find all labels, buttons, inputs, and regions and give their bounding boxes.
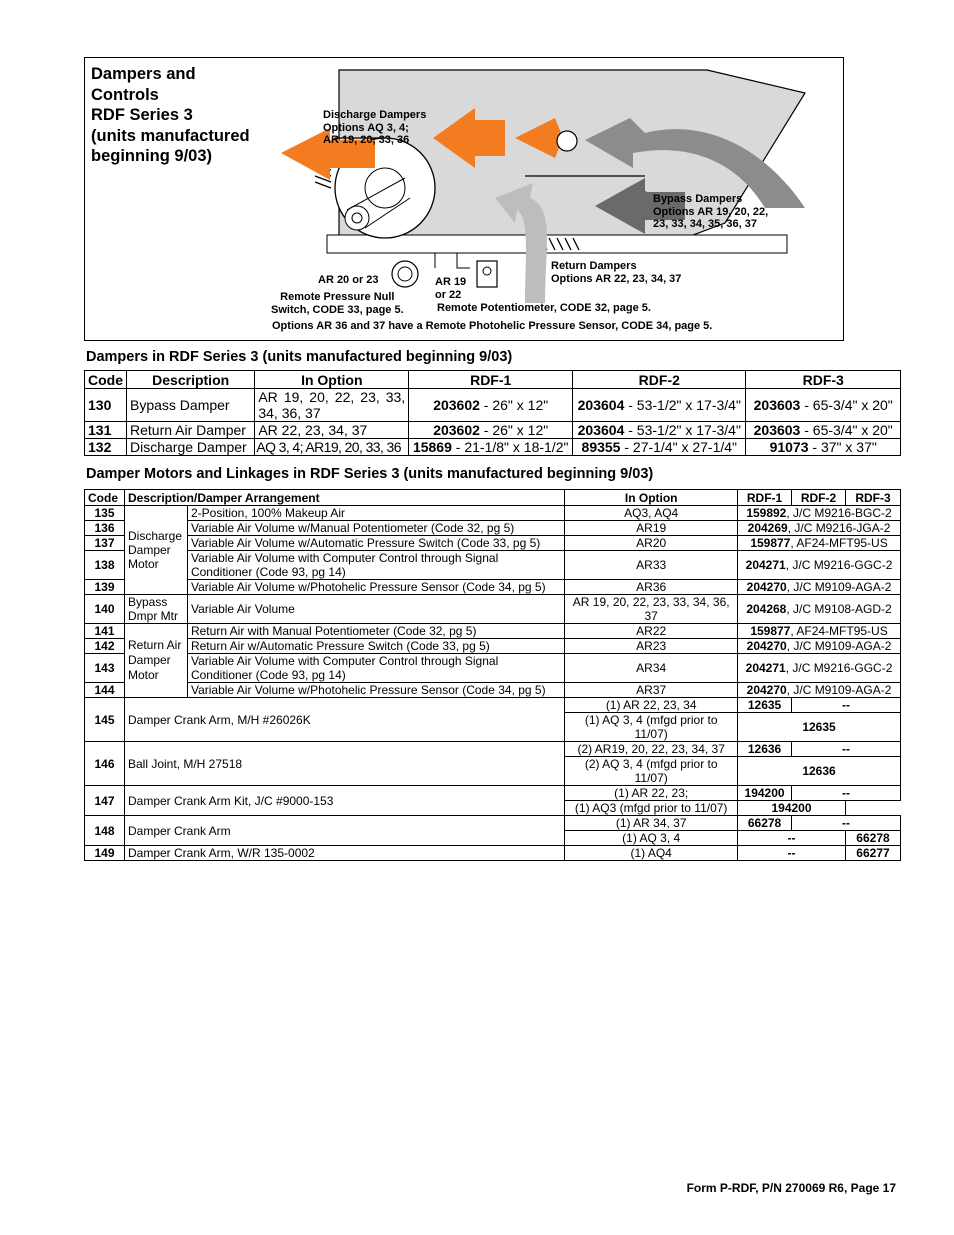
part-cell [738, 654, 901, 683]
part-cell [738, 521, 901, 536]
option-cell: AR23 [565, 639, 738, 654]
rdf3-cell [746, 439, 901, 456]
option-cell: AR 22, 23, 34, 37 [255, 422, 409, 439]
table-row [85, 551, 901, 580]
col-rdf2: RDF-2 [792, 490, 846, 506]
part-number: 203602 [433, 397, 480, 413]
rdf3-cell [746, 422, 901, 439]
desc-cell: Variable Air Volume with Computer Control through Signal Conditioner (Code 93, pg 14) [187, 654, 564, 683]
table2-title: Damper Motors and Linkages in RDF Series 3 (units manufactured beginning 9/03) [86, 466, 654, 482]
rdf1-cell [409, 389, 573, 422]
empty-cell [845, 801, 900, 816]
part-model: , AF24-MFT95-US [790, 624, 888, 638]
label-ar19-22: AR 19 or 22 [435, 276, 467, 301]
desc-cell: Variable Air Volume [187, 595, 564, 624]
group-return-motor: Return Air Damper Motor [124, 624, 187, 698]
rdf3-cell: 66278 [845, 831, 900, 846]
part-number: 204271 [745, 661, 786, 675]
col-in-option: In Option [565, 490, 738, 506]
option-cell: AQ3, AQ4 [565, 506, 738, 521]
table-row [85, 639, 901, 654]
col-in-option: In Option [255, 371, 409, 389]
label-ar20-23: AR 20 or 23 [318, 274, 379, 286]
part-model: , J/C M9216-JGA-2 [787, 521, 891, 535]
part-number: 203604 [577, 422, 625, 438]
all-sizes-cell: 12635 [738, 713, 901, 742]
part-number: 204269 [747, 521, 788, 535]
option-cell: (1) AQ 3, 4 (mfgd prior to 11/07) [565, 713, 738, 742]
desc-cell: Return Air with Manual Potentiometer (Code 32, pg 5) [187, 624, 564, 639]
dimensions: - 53-1/2" x 17-3/4" [624, 397, 741, 413]
code-cell: 141 [85, 624, 125, 639]
part-model: , J/C M9109-AGA-2 [786, 683, 892, 697]
rdf3-cell [746, 389, 901, 422]
all-sizes-cell: 12636 [738, 757, 901, 786]
code-cell: 136 [85, 521, 125, 536]
label-null-switch: Remote Pressure Null Switch, CODE 33, page 5. [271, 291, 404, 316]
rdf2-3-cell: -- [792, 786, 901, 801]
table-row [85, 698, 901, 713]
group-bypass-motor: Bypass Dmpr Mtr [124, 595, 187, 624]
rdf1-cell [409, 422, 573, 439]
desc-cell: Variable Air Volume w/Photohelic Pressure Sensor (Code 34, pg 5) [187, 683, 564, 698]
code-cell: 149 [85, 846, 125, 861]
desc-cell: Damper Crank Arm [124, 816, 564, 846]
col-description: Description [127, 371, 255, 389]
option-cell: AR36 [565, 580, 738, 595]
code-cell: 147 [85, 786, 125, 816]
rdf2-3-cell: -- [792, 742, 901, 757]
desc-cell: Variable Air Volume with Computer Control through Signal Conditioner (Code 93, pg 14) [187, 551, 564, 580]
part-model: , J/C M9109-AGA-2 [786, 580, 892, 594]
table-row [85, 521, 901, 536]
rdf1-2-cell: 194200 [738, 801, 846, 816]
table-row [85, 654, 901, 683]
part-number: 159877 [750, 536, 791, 550]
dimensions: - 26" x 12" [479, 422, 549, 438]
option-cell: (1) AQ3 (mfgd prior to 11/07) [565, 801, 738, 816]
desc-cell: Return Air w/Automatic Pressure Switch (Code 33, pg 5) [187, 639, 564, 654]
col-rdf1: RDF-1 [738, 490, 792, 506]
table-row [85, 389, 901, 422]
rdf1-2-cell: -- [738, 846, 846, 861]
desc-cell: Damper Crank Arm Kit, J/C #9000-153 [124, 786, 564, 816]
col-rdf3: RDF-3 [845, 490, 900, 506]
part-number: 203603 [753, 422, 801, 438]
desc-cell: Ball Joint, M/H 27518 [124, 742, 564, 786]
part-number: 204270 [746, 580, 787, 594]
label-photohelic: Options AR 36 and 37 have a Remote Photohelic Pressure Sensor, CODE 34, page 5. [272, 320, 713, 332]
code-cell: 140 [85, 595, 125, 624]
desc-cell: Discharge Damper [127, 439, 255, 456]
desc-cell: 2-Position, 100% Makeup Air [187, 506, 564, 521]
dimensions: - 65-3/4" x 20" [800, 422, 893, 438]
dimensions: - 26" x 12" [479, 397, 549, 413]
desc-cell: Variable Air Volume w/Automatic Pressure Switch (Code 33, pg 5) [187, 536, 564, 551]
code-cell: 135 [85, 506, 125, 521]
table-row [85, 580, 901, 595]
part-model: , J/C M9216-BGC-2 [786, 506, 892, 520]
col-rdf3: RDF-3 [746, 371, 901, 389]
code-cell: 142 [85, 639, 125, 654]
part-cell [738, 580, 901, 595]
option-cell: AR20 [565, 536, 738, 551]
rdf1-cell [409, 439, 573, 456]
dimensions: - 27-1/4" x 27-1/4" [620, 439, 738, 455]
part-cell [738, 595, 901, 624]
part-cell [738, 536, 901, 551]
part-cell [738, 683, 901, 698]
part-model: , J/C M9216-GGC-2 [785, 661, 893, 675]
part-number: 203603 [753, 397, 801, 413]
option-cell: (1) AR 34, 37 [565, 816, 738, 831]
rdf3-cell: 66277 [845, 846, 900, 861]
rdf2-cell [573, 422, 746, 439]
part-number: 159877 [750, 624, 791, 638]
code-cell: 137 [85, 536, 125, 551]
option-cell: AR34 [565, 654, 738, 683]
part-number: 204268 [746, 602, 787, 616]
table-row [85, 595, 901, 624]
part-number: 159892 [746, 506, 787, 520]
col-rdf1: RDF-1 [409, 371, 573, 389]
option-cell: (1) AR 22, 23; [565, 786, 738, 801]
desc-cell: Variable Air Volume w/Manual Potentiometer (Code 32, pg 5) [187, 521, 564, 536]
part-number: 204270 [746, 683, 787, 697]
dimensions: - 65-3/4" x 20" [800, 397, 893, 413]
code-cell: 145 [85, 698, 125, 742]
desc-cell: Damper Crank Arm, W/R 135-0002 [124, 846, 564, 861]
dimensions: - 21-1/8" x 18-1/2" [451, 439, 569, 455]
part-number: 204271 [745, 558, 786, 572]
table-row [85, 439, 901, 456]
table-row [85, 846, 901, 861]
desc-cell: Variable Air Volume w/Photohelic Pressure Sensor (Code 34, pg 5) [187, 580, 564, 595]
part-number: 203602 [433, 422, 480, 438]
option-cell: (2) AQ 3, 4 (mfgd prior to 11/07) [565, 757, 738, 786]
table1-title: Dampers in RDF Series 3 (units manufactured beginning 9/03) [86, 349, 513, 365]
part-cell [738, 551, 901, 580]
code-cell: 138 [85, 551, 125, 580]
rdf2-cell [573, 389, 746, 422]
option-cell: (1) AQ4 [565, 846, 738, 861]
rdf1-cell: 66278 [738, 816, 792, 831]
table-header-row [85, 371, 901, 389]
label-bypass-dampers: Bypass Dampers Options AR 19, 20, 22, 23, 33, 34, 35, 36, 37 [653, 193, 769, 230]
part-number: 91073 [769, 439, 809, 455]
option-cell: (1) AQ 3, 4 [565, 831, 738, 846]
part-cell [738, 624, 901, 639]
table-row [85, 536, 901, 551]
part-cell [738, 506, 901, 521]
code-cell: 139 [85, 580, 125, 595]
code-cell: 143 [85, 654, 125, 683]
part-cell [738, 639, 901, 654]
rdf2-3-cell: -- [792, 698, 901, 713]
page-footer: Form P-RDF, P/N 270069 R6, Page 17 [686, 1181, 896, 1195]
table-row [85, 742, 901, 757]
table-row [85, 786, 901, 801]
option-cell: AR19 [565, 521, 738, 536]
rdf1-cell: 194200 [738, 786, 792, 801]
table-row [85, 422, 901, 439]
option-cell: AR 19, 20, 22, 23, 33, 34, 36, 37 [565, 595, 738, 624]
motors-linkages-table [84, 489, 901, 861]
option-cell: AR37 [565, 683, 738, 698]
rdf1-2-cell: -- [738, 831, 846, 846]
part-model: , AF24-MFT95-US [790, 536, 888, 550]
table-row [85, 624, 901, 639]
part-model: , J/C M9108-AGD-2 [786, 602, 892, 616]
part-number: 15869 [412, 439, 452, 455]
part-model: , J/C M9109-AGA-2 [786, 639, 892, 653]
rdf2-cell [573, 439, 746, 456]
part-number: 204270 [746, 639, 787, 653]
option-cell: AQ 3, 4; AR19, 20, 33, 36 [255, 439, 409, 456]
part-model: , J/C M9216-GGC-2 [785, 558, 893, 572]
table-row [85, 683, 901, 698]
code-cell: 131 [85, 422, 127, 439]
option-cell: (2) AR19, 20, 22, 23, 34, 37 [565, 742, 738, 757]
col-code: Code [85, 490, 125, 506]
option-cell: AR 19, 20, 22, 23, 33, 34, 36, 37 [255, 389, 409, 422]
col-code: Code [85, 371, 127, 389]
rdf1-cell: 12636 [738, 742, 792, 757]
col-rdf2: RDF-2 [573, 371, 746, 389]
desc-cell: Damper Crank Arm, M/H #26026K [124, 698, 564, 742]
desc-cell: Bypass Damper [127, 389, 255, 422]
dampers-table [84, 370, 901, 456]
table-row [85, 816, 901, 831]
figure-title: Dampers and Controls RDF Series 3 (units manufactured beginning 9/03) [91, 65, 250, 165]
code-cell: 132 [85, 439, 127, 456]
table-row [85, 506, 901, 521]
rdf1-cell: 12635 [738, 698, 792, 713]
dimensions: - 53-1/2" x 17-3/4" [624, 422, 741, 438]
code-cell: 146 [85, 742, 125, 786]
option-cell: AR22 [565, 624, 738, 639]
option-cell: AR33 [565, 551, 738, 580]
group-discharge-motor: Discharge Damper Motor [124, 506, 187, 595]
code-cell: 130 [85, 389, 127, 422]
code-cell: 144 [85, 683, 125, 698]
desc-cell: Return Air Damper [127, 422, 255, 439]
col-description: Description/Damper Arrangement [124, 490, 564, 506]
code-cell: 148 [85, 816, 125, 846]
option-cell: (1) AR 22, 23, 34 [565, 698, 738, 713]
part-number: 89355 [581, 439, 621, 455]
table-header-row [85, 490, 901, 506]
part-number: 203604 [577, 397, 625, 413]
dimensions: - 37" x 37" [808, 439, 877, 455]
label-discharge-dampers: Discharge Dampers Options AQ 3, 4; AR 19, 20, 33, 36 [323, 109, 427, 146]
label-return-dampers: Return Dampers Options AR 22, 23, 34, 37 [551, 260, 682, 285]
label-potentiometer: Remote Potentiometer, CODE 32, page 5. [437, 302, 651, 314]
figure-box [84, 57, 844, 341]
rdf2-3-cell: -- [792, 816, 901, 831]
